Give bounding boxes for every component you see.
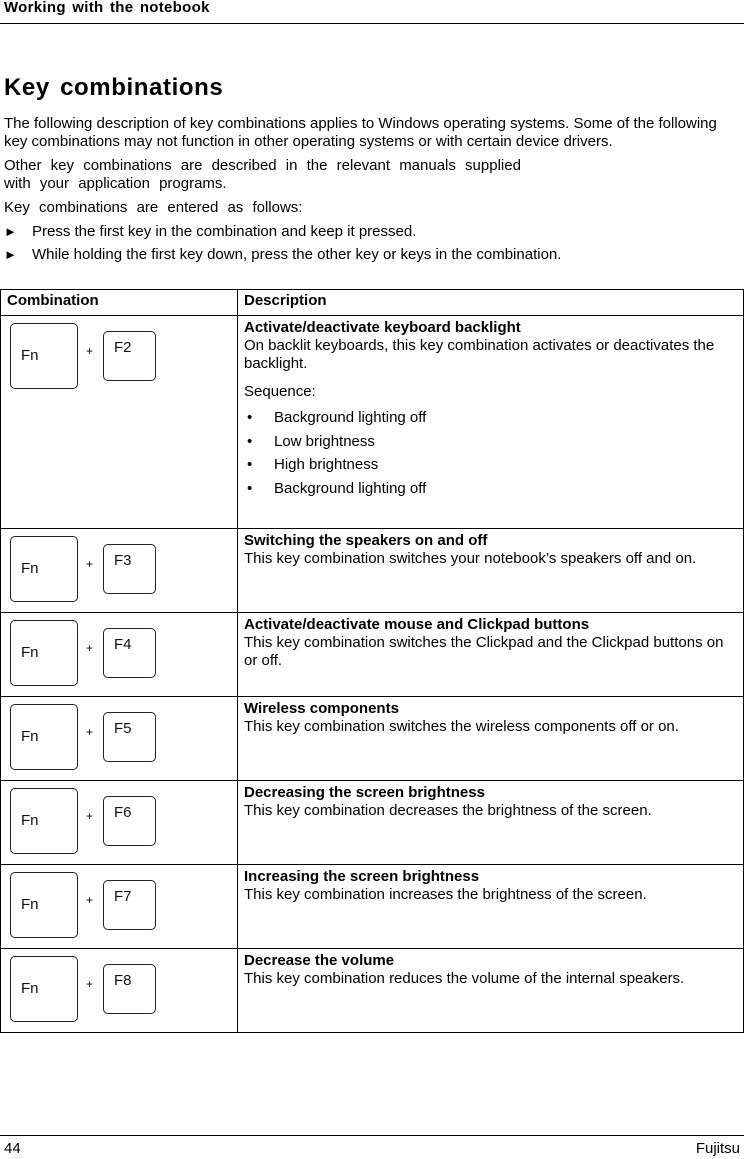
list-item: • High brightness: [247, 456, 379, 473]
f4-key-icon: F4: [103, 628, 156, 678]
description-text: This key combination increases the brightness of the screen.: [244, 886, 647, 903]
f3-key-icon: F3: [103, 544, 156, 594]
description-cell: [238, 316, 744, 529]
description-text: This key combination switches your notebook’s speakers off and on.: [244, 550, 697, 567]
intro-entry-note: Key combinations are entered as follows:: [4, 199, 303, 216]
table-row: [1, 529, 744, 613]
table-row: [1, 697, 744, 781]
plus-sign: +: [86, 557, 94, 571]
combination-cell: [1, 697, 238, 781]
description-column-header: Description: [238, 290, 744, 316]
description-cell: [238, 865, 744, 949]
combination-cell: [1, 949, 238, 1033]
description-cell: [238, 529, 744, 613]
description-text: This key combination reduces the volume of the internal speakers.: [244, 970, 685, 987]
plus-sign: +: [86, 893, 94, 907]
page-title: Key combinations: [4, 74, 224, 101]
fn-key-icon: Fn: [10, 620, 78, 686]
combination-cell: [1, 529, 238, 613]
fn-key-icon: Fn: [10, 956, 78, 1022]
plus-sign: +: [86, 725, 94, 739]
description-title: Increasing the screen brightness: [244, 868, 480, 885]
fn-key-icon: Fn: [10, 788, 78, 854]
intro-paragraph-manuals: [4, 157, 742, 193]
step-text: While holding the first key down, press the other key or keys in the combination.: [32, 246, 562, 263]
intro-manuals-line-1: Other key combinations are described in the relevant manuals supplied: [4, 157, 521, 174]
fn-key-icon: Fn: [10, 536, 78, 602]
plus-sign: +: [86, 977, 94, 991]
description-text: This key combination switches the wireless components off or on.: [244, 718, 679, 735]
sequence-step: Low brightness: [274, 432, 375, 450]
plus-sign: +: [86, 641, 94, 655]
step-list: [4, 223, 742, 264]
table-header-row: [1, 290, 744, 316]
description-cell: [238, 949, 744, 1033]
description-title: Decreasing the screen brightness: [244, 784, 485, 801]
description-text: This key combination decreases the brightness of the screen.: [244, 802, 652, 819]
list-item: • Background lighting off: [247, 479, 427, 497]
plus-sign: +: [86, 809, 94, 823]
intro-manuals-line-2: with your application programs.: [4, 175, 227, 192]
combination-cell: [1, 865, 238, 949]
fn-key-icon: Fn: [10, 872, 78, 938]
combination-cell: [1, 613, 238, 697]
step-text: Press the first key in the combination and keep it pressed.: [32, 223, 417, 240]
f8-key-icon: F8: [103, 964, 156, 1014]
step-item: [4, 223, 742, 241]
description-title: Switching the speakers on and off: [244, 532, 488, 549]
description-cell: [238, 613, 744, 697]
combination-column-header: Combination: [1, 290, 238, 316]
page-number: 44: [4, 1140, 21, 1157]
f2-key-icon: F2: [103, 331, 156, 381]
running-header: Working with the notebook: [4, 0, 210, 16]
plus-sign: +: [86, 344, 94, 358]
f7-key-icon: F7: [103, 880, 156, 930]
description-title: Decrease the volume: [244, 952, 395, 969]
combination-cell: [1, 316, 238, 529]
header-rule: [0, 23, 744, 24]
sequence-list: [244, 406, 737, 500]
table-row: [1, 949, 744, 1033]
table-row: [1, 316, 744, 529]
sequence-label: Sequence:: [244, 383, 316, 400]
table-row: [1, 781, 744, 865]
fn-key-icon: Fn: [10, 704, 78, 770]
fn-key-icon: Fn: [10, 323, 78, 389]
description-text: This key combination switches the Clickpad and the Clickpad buttons on or off.: [244, 634, 724, 669]
sequence-step: Background lighting off: [274, 479, 427, 497]
f5-key-icon: F5: [103, 712, 156, 762]
arrow-marker-icon: ►: [4, 247, 17, 262]
table-row: [1, 613, 744, 697]
description-cell: [238, 781, 744, 865]
sequence-step: Background lighting off: [274, 409, 427, 426]
list-item: • Low brightness: [247, 432, 375, 450]
footer-rule: [0, 1135, 744, 1136]
table-row: [1, 865, 744, 949]
step-item: [4, 246, 742, 264]
key-combinations-table: [0, 289, 744, 1033]
description-title: Activate/deactivate keyboard backlight: [244, 319, 521, 336]
description-cell: [238, 697, 744, 781]
intro-paragraph: The following description of key combinations applies to Windows operating systems. Some of the following key combinations may not function in other operating systems or with certain device drivers.: [4, 115, 717, 150]
description-text: On backlit keyboards, this key combination activates or deactivates the backlight.: [244, 337, 715, 372]
f6-key-icon: F6: [103, 796, 156, 846]
description-title: Activate/deactivate mouse and Clickpad buttons: [244, 616, 590, 633]
arrow-marker-icon: ►: [4, 224, 17, 239]
list-item: • Background lighting off: [247, 409, 427, 426]
combination-cell: [1, 781, 238, 865]
footer-brand: Fujitsu: [695, 1140, 740, 1157]
sequence-step: High brightness: [274, 456, 379, 473]
intro-section: [4, 115, 742, 269]
description-title: Wireless components: [244, 700, 399, 717]
